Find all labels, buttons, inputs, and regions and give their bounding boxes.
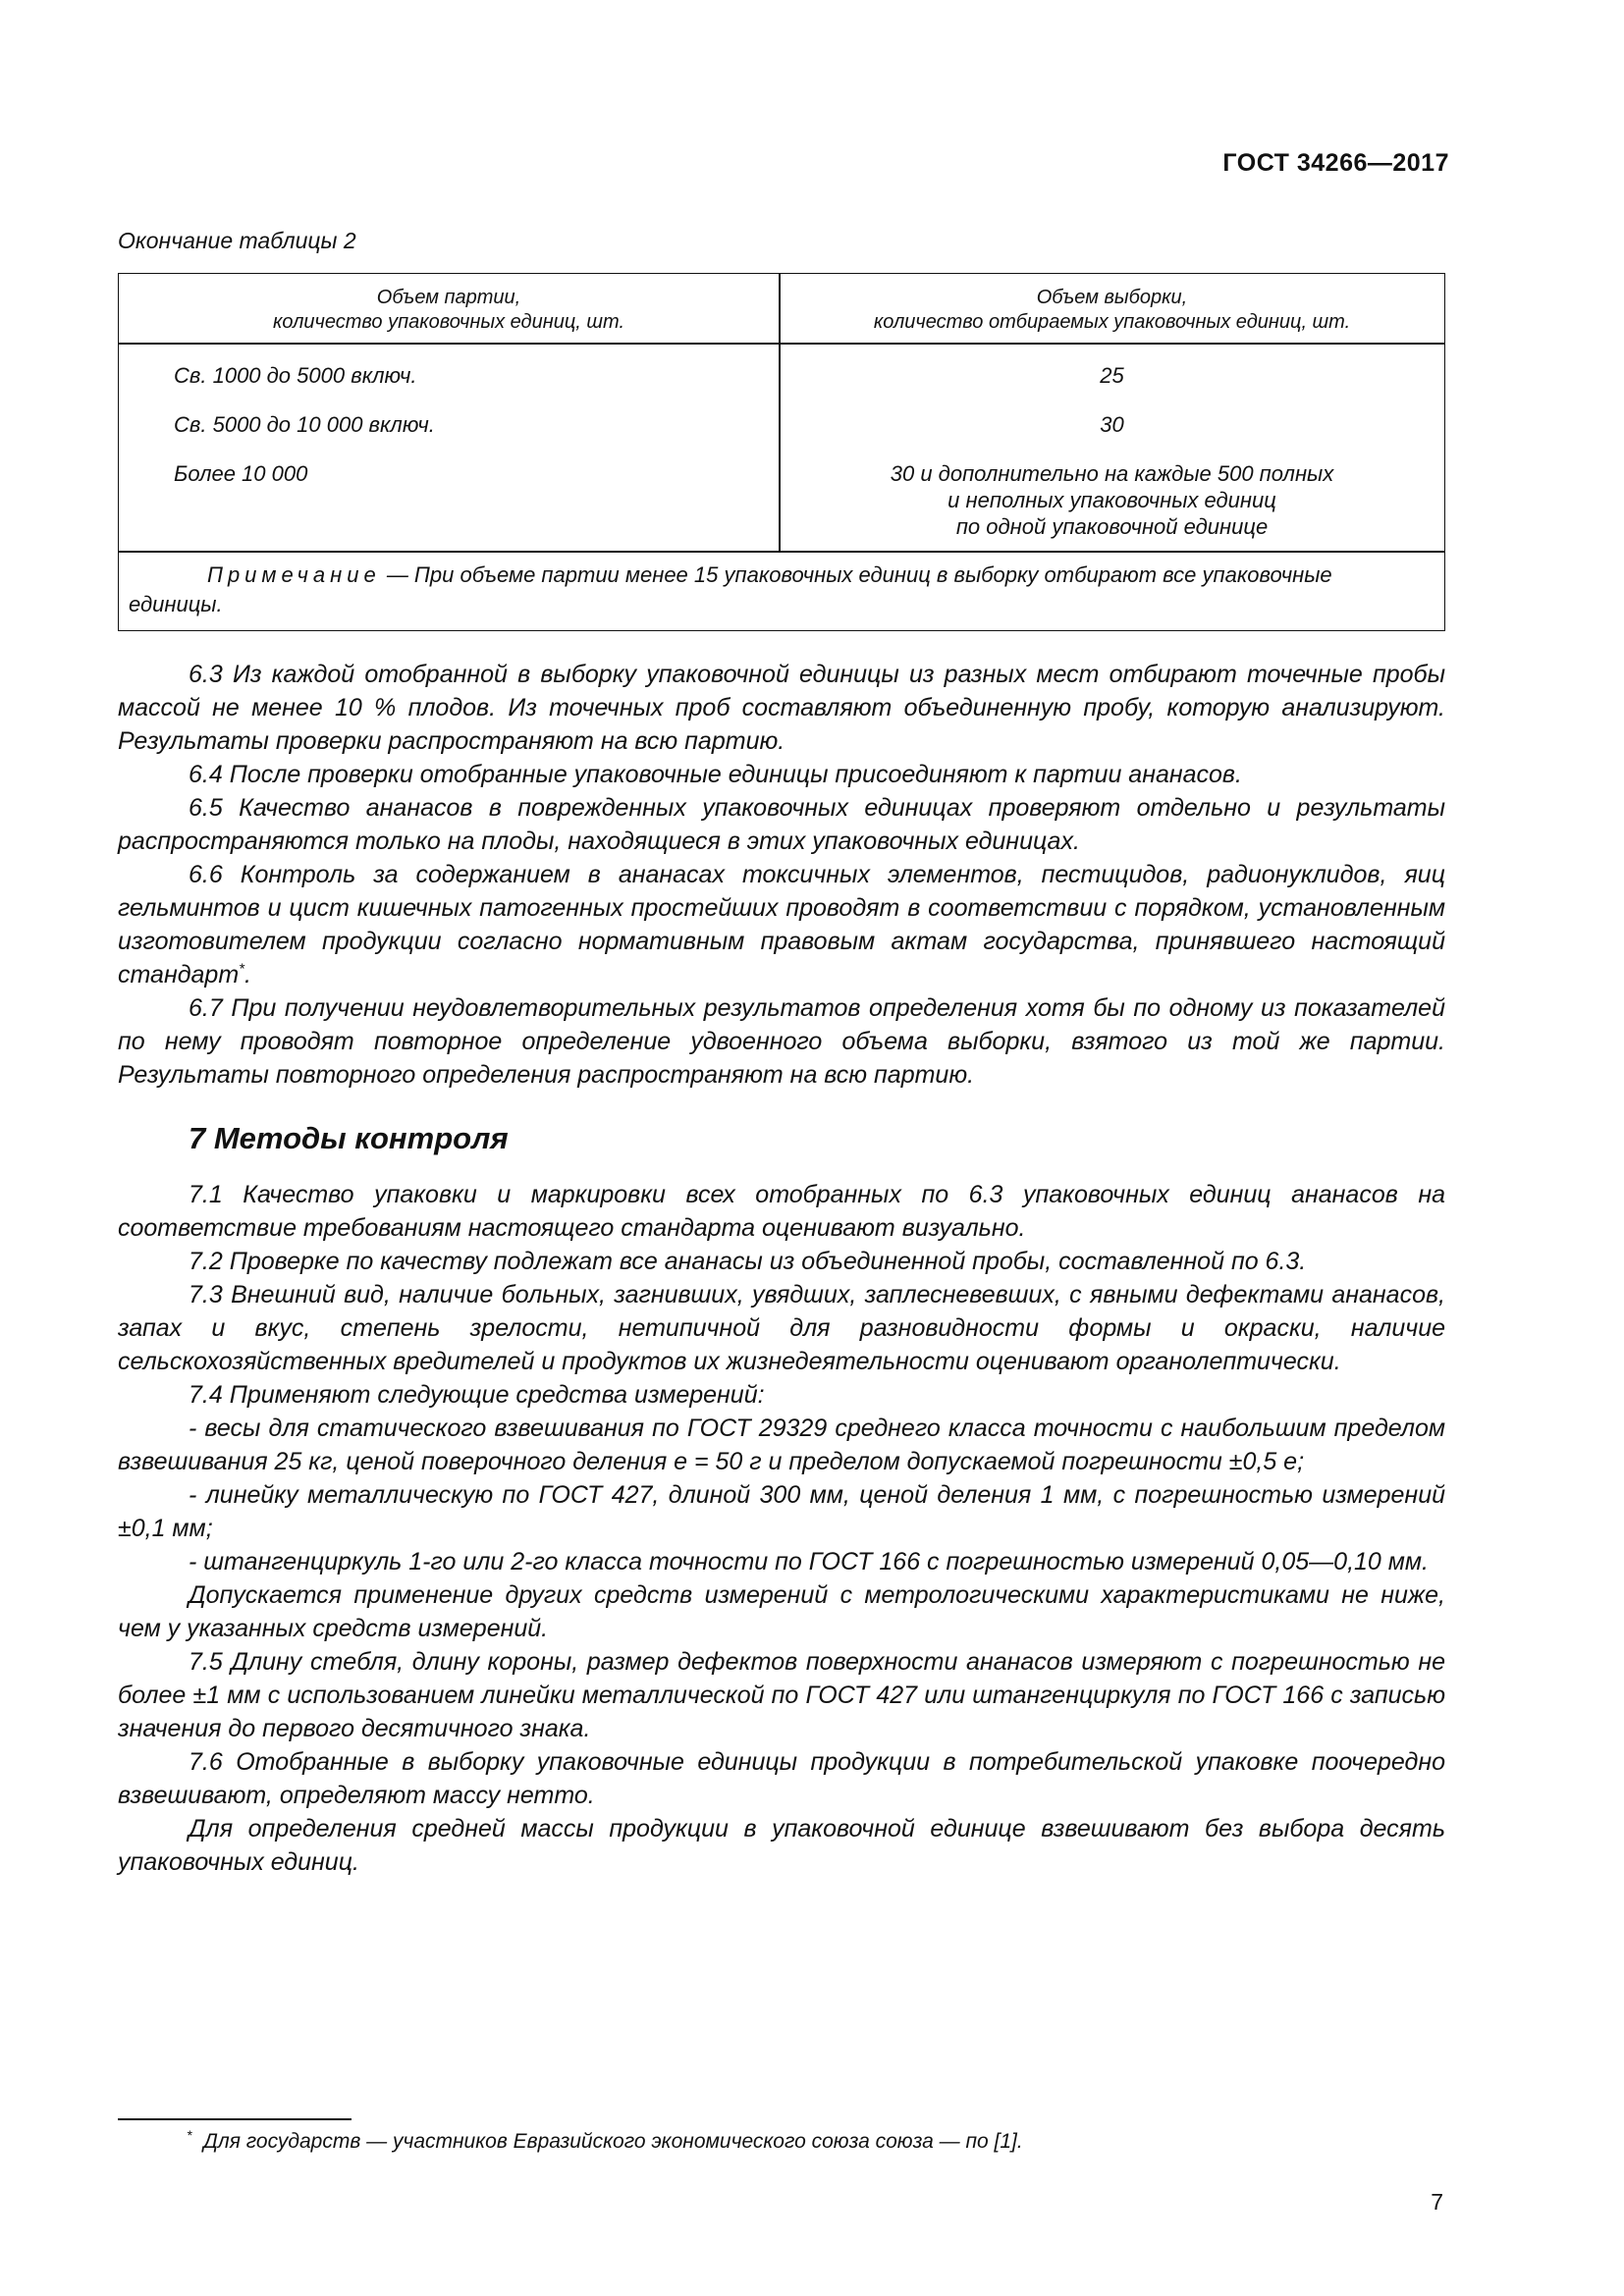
paragraph-6-6: 6.6 Контроль за содержанием в ананасах токсичных элементов, пестицидов, радионуклидов, яиц гельминтов и цист кишечных патогенных простейших проводят в соответствии с порядком, установленным изготовителем продукции согласно нормативным правовым актам государства, принявшего настоящий стандарт*.: [118, 861, 1445, 988]
paragraph-6-3: 6.3 Из каждой отобранной в выборку упаковочной единицы из разных мест отбирают точечные пробы массой не менее 10 % плодов. Из точечных проб составляют объединенную пробу, которую анализируют. Результаты проверки распространяют на всю партию.: [118, 661, 1445, 755]
sample-size-table: [118, 273, 1445, 631]
footnote-separator: [118, 2118, 352, 2120]
paragraph-6-7: 6.7 При получении неудовлетворительных результатов определения хотя бы по одному из показателей по нему проводят повторное определение удвоенного объема выборки, взятого из той же партии. Результаты повторного определения распространяют на всю партию.: [118, 994, 1445, 1089]
list-item-caliper: - штангенциркуль 1-го или 2-го класса точности по ГОСТ 166 с погрешностью измерений 0,05—0,10 мм.: [189, 1548, 1430, 1575]
paragraph-7-6-average-mass: Для определения средней массы продукции в упаковочной единице взвешивают без выбора десять упаковочных единиц.: [118, 1815, 1445, 1876]
note-text: — При объеме партии менее 15 упаковочных единиц в выборку отбирают все упаковочные единицы.: [129, 562, 1332, 616]
paragraph-6-4: 6.4 После проверки отобранные упаковочные единицы присоединяют к партии ананасов.: [189, 761, 1242, 788]
table-note-divider: [119, 551, 1444, 553]
table-cell-sample-row2: 30: [1100, 412, 1124, 437]
page-number: 7: [1431, 2189, 1443, 2215]
table-header-divider: [119, 343, 1444, 345]
footnote-text: Для государств — участников Евразийского экономического союза союза — по [1].: [203, 2130, 1023, 2153]
footnote: [187, 2127, 1023, 2154]
list-item-scales: - весы для статического взвешивания по ГОСТ 29329 среднего класса точности с наибольшим пределом взвешивания 25 кг, ценой поверочного деления e = 50 г и пределом допускаемой погрешности ±0,5 e;: [118, 1415, 1445, 1475]
table-cell-lot-row3: Более 10 000: [174, 461, 308, 486]
document-header: ГОСТ 34266—2017: [1222, 149, 1449, 177]
paragraph-6-5: 6.5 Качество ананасов в поврежденных упаковочных единицах проверяют отдельно и результаты распространяются только на плоды, находящиеся в этих упаковочных единицах.: [118, 794, 1445, 855]
body-text: [118, 658, 1445, 1879]
table-cell-lot-row1: Св. 1000 до 5000 включ.: [174, 363, 417, 388]
table-note: [129, 561, 1425, 619]
footnote-mark: *: [187, 2127, 192, 2143]
paragraph-7-4: 7.4 Применяют следующие средства измерений:: [189, 1381, 765, 1409]
list-item-ruler: - линейку металлическую по ГОСТ 427, длиной 300 мм, ценой деления 1 мм, с погрешностью измерений ±0,1 мм;: [118, 1481, 1445, 1542]
paragraph-7-4-other-instruments: Допускается применение других средств измерений с метрологическими характеристиками не ниже, чем у указанных средств измерений.: [118, 1581, 1445, 1642]
paragraph-7-2: 7.2 Проверке по качеству подлежат все ананасы из объединенной пробы, составленной по 6.3.: [189, 1248, 1307, 1275]
table-caption: Окончание таблицы 2: [118, 228, 356, 253]
footnote-reference: *: [239, 960, 245, 978]
table-cell-sample-row3: 30 и дополнительно на каждые 500 полных и неполных упаковочных единиц по одной упаковочной единице: [890, 461, 1334, 539]
table-cell-sample-row1: 25: [1100, 363, 1124, 388]
table-cell-lot-row2: Св. 5000 до 10 000 включ.: [174, 412, 435, 437]
note-label: Примечание: [207, 562, 381, 587]
paragraph-7-6: 7.6 Отобранные в выборку упаковочные единицы продукции в потребительской упаковке поочередно взвешивают, определяют массу нетто.: [118, 1748, 1445, 1809]
paragraph-7-1: 7.1 Качество упаковки и маркировки всех отобранных по 6.3 упаковочных единиц ананасов на соответствие требованиям настоящего стандарта оценивают визуально.: [118, 1181, 1445, 1242]
column-header-lot: Объем партии, количество упаковочных единиц, шт.: [272, 287, 625, 333]
paragraph-7-5: 7.5 Длину стебля, длину короны, размер дефектов поверхности ананасов измеряют с погрешностью не более ±1 мм с использованием линейки металлической по ГОСТ 427 или штангенциркуля по ГОСТ 166 с записью значения до первого десятичного знака.: [118, 1648, 1445, 1742]
column-header-sample: Объем выборки, количество отбираемых упаковочных единиц, шт.: [873, 287, 1351, 333]
section-7-heading: 7 Методы контроля: [189, 1121, 509, 1155]
paragraph-7-3: 7.3 Внешний вид, наличие больных, загнивших, увядших, заплесневевших, с явными дефектами ананасов, запах и вкус, степень зрелости, нетипичной для разновидности формы и окраски, наличие сельскохозяйственных вредителей и продуктов их жизнедеятельности оценивают органолептически.: [118, 1281, 1445, 1375]
